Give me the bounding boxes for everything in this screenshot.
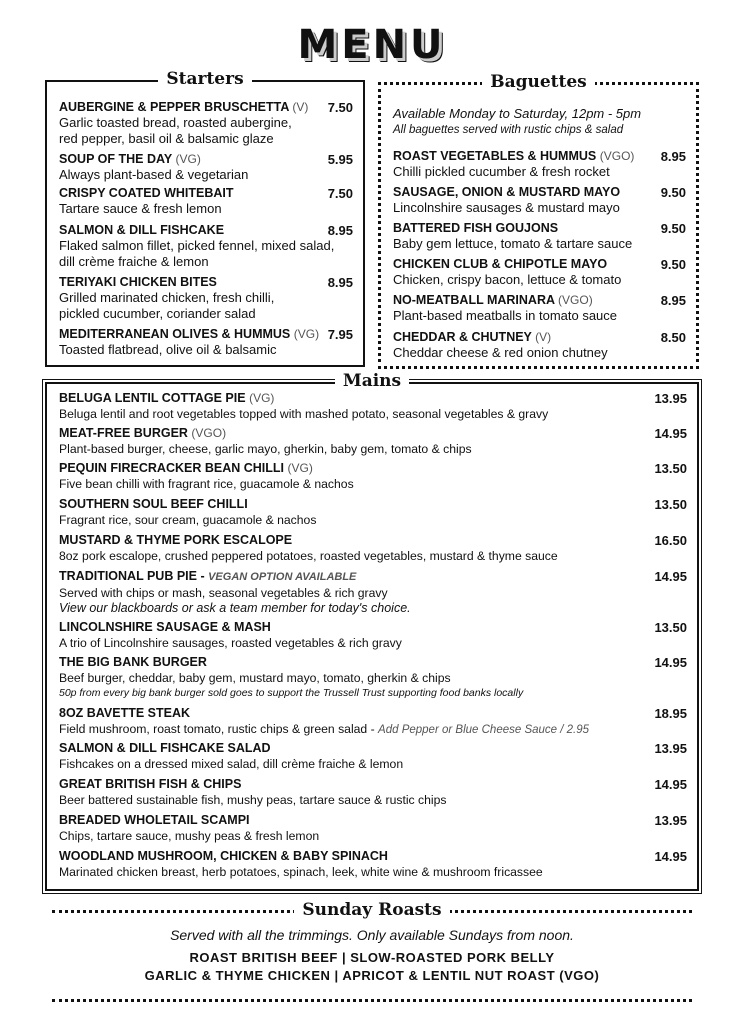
sunday-roasts-line-1: ROAST BRITISH BEEF | SLOW-ROASTED PORK BELLY [189,950,555,965]
menu-item [59,391,687,422]
menu-item [59,461,687,492]
item-description [393,236,686,252]
item-name: CRISPY COATED WHITEBAIT [59,186,234,200]
item-description-text: Baby gem lettuce, tomato & tartare sauce [393,236,633,251]
item-dietary-tag: (VGO) [599,149,635,163]
item-description-text: Grilled marinated chicken, fresh chilli, [59,290,275,305]
item-dietary-tag: (V) [292,100,309,114]
item-name: SOUP OF THE DAY [59,152,172,166]
item-description [59,756,687,772]
menu-item [59,497,687,528]
item-description-text: Beef burger, cheddar, baby gem, mustard mayo, tomato, gherkin & chips [59,671,451,685]
item-name-line [393,330,686,345]
item-name: 8OZ BAVETTE STEAK [59,706,191,720]
item-price: 16.50 [654,533,687,548]
item-name: CHEDDAR & CHUTNEY [393,330,532,344]
item-name: MEDITERRANEAN OLIVES & HUMMUS [59,327,291,341]
item-description-text: Chicken, crispy bacon, lettuce & tomato [393,272,622,287]
mains-heading: Mains [335,371,409,391]
item-name: ROAST VEGETABLES & HUMMUS [393,149,597,163]
item-description [393,200,686,216]
sunday-section [52,900,692,1002]
item-name-line [59,569,687,585]
item-name: SOUTHERN SOUL BEEF CHILLI [59,497,248,511]
item-description-text: Served with chips or mash, seasonal vegetables & rich gravy [59,586,388,600]
menu-item [59,426,687,457]
menu-item [59,275,353,322]
item-description [393,345,686,361]
item-dietary-tag: (VG) [249,391,275,405]
menu-item [393,293,686,324]
item-description-text: Cheddar cheese & red onion chutney [393,345,608,360]
item-name-line [59,391,687,406]
menu-item [59,533,687,564]
item-name: WOODLAND MUSHROOM, CHICKEN & BABY SPINACH [59,849,388,863]
item-name-line [393,257,686,272]
item-description [393,272,686,288]
baguettes-served-note: All baguettes served with rustic chips & salad [393,124,624,136]
item-description-text: Always plant-based & vegetarian [59,167,249,182]
item-description [59,290,353,306]
mains-section [45,371,699,891]
menu-item [59,706,687,738]
item-description-text: Fragrant rice, sour cream, guacamole & nachos [59,513,317,527]
item-name-line [59,849,687,864]
item-description [59,828,687,844]
item-name-line [59,223,353,238]
item-description-text: Fishcakes on a dressed mixed salad, dill crème fraiche & lemon [59,757,404,771]
baguettes-section [378,72,699,369]
item-price: 5.95 [327,152,353,167]
item-description-text: Beluga lentil and root vegetables topped with mashed potato, seasonal vegetables & gravy [59,407,549,421]
item-name-line [393,293,686,308]
item-price: 7.95 [327,327,353,342]
item-name-line [393,185,686,200]
item-description-text: 8oz pork escalope, crushed peppered potatoes, roasted vegetables, mustard & thyme sauce [59,549,558,563]
menu-item [59,327,353,358]
item-price: 14.95 [654,426,687,441]
menu-item [393,149,686,180]
item-description [393,164,686,180]
item-name: CHICKEN CLUB & CHIPOTLE MAYO [393,257,608,271]
menu-item [59,100,353,147]
item-description-line-2: red pepper, basil oil & balsamic glaze [59,131,274,146]
item-name: PEQUIN FIRECRACKER BEAN CHILLI [59,461,285,475]
item-description-text: Plant-based meatballs in tomato sauce [393,308,618,323]
sunday-note: Served with all the trimmings. Only available Sundays from noon. [170,927,574,943]
item-description [59,238,353,254]
item-description-text: Garlic toasted bread, roasted aubergine, [59,115,292,130]
item-description [59,721,687,738]
item-description-line-2: pickled cucumber, coriander salad [59,306,256,321]
menu-item [393,221,686,252]
item-price: 7.50 [327,186,353,201]
menu-item [59,620,687,651]
item-description [59,512,687,528]
item-note: View our blackboards or ask a team member for today's choice. [59,601,411,615]
item-description [59,476,687,492]
menu-item [59,849,687,880]
item-description [59,441,687,457]
item-description [59,635,687,651]
item-description [59,342,353,358]
menu-title: MENU [297,22,447,68]
item-price: 14.95 [654,655,687,670]
menu-item [59,223,353,270]
item-price: 8.95 [327,223,353,238]
item-description-text: Chips, tartare sauce, mushy peas & fresh lemon [59,829,320,843]
item-price: 9.50 [660,257,686,272]
menu-item [59,186,353,217]
item-description-text: Plant-based burger, cheese, garlic mayo, gherkin, baby gem, tomato & chips [59,442,472,456]
item-price: 13.50 [654,497,687,512]
item-name-line [59,275,353,290]
item-description [59,864,687,880]
item-description-text: Toasted flatbread, olive oil & balsamic [59,342,277,357]
menu-item [59,777,687,808]
item-name-line [59,533,687,548]
item-dietary-tag: (VG) [175,152,201,166]
item-name-line [59,327,353,342]
item-price: 8.95 [660,149,686,164]
item-name: GREAT BRITISH FISH & CHIPS [59,777,242,791]
sunday-roasts-line-2: GARLIC & THYME CHICKEN | APRICOT & LENTIL NUT ROAST (VGO) [144,968,600,983]
item-price: 13.50 [654,620,687,635]
item-description-text: Five bean chilli with fragrant rice, guacamole & nachos [59,477,354,491]
item-extra-option: Add Pepper or Blue Cheese Sauce / 2.95 [378,724,590,736]
item-price: 14.95 [654,569,687,584]
item-name: TRADITIONAL PUB PIE - [59,569,205,583]
item-name: BATTERED FISH GOUJONS [393,221,559,235]
item-description-text: Field mushroom, roast tomato, rustic chips & green salad - [59,722,375,736]
item-price: 9.50 [660,185,686,200]
item-name: NO-MEATBALL MARINARA [393,293,555,307]
menu-item [59,741,687,772]
menu-item [393,257,686,288]
menu-item [59,655,687,701]
item-dietary-tag: (V) [535,330,552,344]
item-description-text: Tartare sauce & fresh lemon [59,201,222,216]
item-description [59,670,687,686]
item-description [59,115,353,131]
item-note: 50p from every big bank burger sold goes to support the Trussell Trust supporting food banks locally [59,687,524,699]
item-name-line [393,221,686,236]
item-description [59,548,687,564]
item-name: AUBERGINE & PEPPER BRUSCHETTA [59,100,289,114]
item-description [59,585,687,601]
item-dietary-tag: (VG) [293,327,320,341]
item-description-text: Marinated chicken breast, herb potatoes, spinach, leek, white wine & mushroom fricassee [59,865,543,879]
menu-item [59,813,687,844]
item-name-line [59,655,687,670]
item-description [59,792,687,808]
item-name: MUSTARD & THYME PORK ESCALOPE [59,533,293,547]
item-name: BREADED WHOLETAIL SCAMPI [59,813,250,827]
item-name: SAUSAGE, ONION & MUSTARD MAYO [393,185,621,199]
item-name-line [59,152,353,167]
item-name: TERIYAKI CHICKEN BITES [59,275,217,289]
menu-item [393,185,686,216]
item-name-line [59,620,687,635]
item-price: 14.95 [654,777,687,792]
menu-item [59,152,353,183]
item-price: 18.95 [654,706,687,721]
item-description-text: A trio of Lincolnshire sausages, roasted vegetables & rich gravy [59,636,402,650]
item-price: 13.95 [654,391,687,406]
item-name: THE BIG BANK BURGER [59,655,207,669]
item-description [59,201,353,217]
item-description-text: Beer battered sustainable fish, mushy peas, tartare sauce & rustic chips [59,793,447,807]
item-name-line [59,706,687,721]
menu-item [59,569,687,616]
item-description [59,406,687,422]
item-name-line [59,426,687,441]
item-description-text: Chilli pickled cucumber & fresh rocket [393,164,610,179]
item-name: SALMON & DILL FISHCAKE SALAD [59,741,271,755]
item-price: 13.95 [654,741,687,756]
item-price: 14.95 [654,849,687,864]
sunday-heading: Sunday Roasts [294,900,449,920]
item-price: 8.95 [327,275,353,290]
item-price: 8.50 [660,330,686,345]
item-price: 13.50 [654,461,687,476]
item-price: 7.50 [327,100,353,115]
item-description-text: Flaked salmon fillet, picked fennel, mixed salad, [59,238,335,253]
item-dietary-tag: VEGAN OPTION AVAILABLE [208,571,357,583]
item-name: SALMON & DILL FISHCAKE [59,223,225,237]
item-name-line [393,149,686,164]
item-name: MEAT-FREE BURGER [59,426,188,440]
starters-section [45,69,365,367]
item-name-line [59,186,353,201]
item-description [59,167,353,183]
item-description-line-2: dill crème fraiche & lemon [59,254,209,269]
item-name: BELUGA LENTIL COTTAGE PIE [59,391,246,405]
baguettes-availability: Available Monday to Saturday, 12pm - 5pm [393,106,642,121]
item-name-line [59,813,687,828]
item-name-line [59,100,353,115]
item-dietary-tag: (VG) [287,461,313,475]
item-name-line [59,461,687,476]
item-name-line [59,741,687,756]
item-price: 13.95 [654,813,687,828]
item-name-line [59,497,687,512]
menu-item [393,330,686,361]
item-price: 9.50 [660,221,686,236]
item-dietary-tag: (VGO) [191,426,227,440]
starters-heading: Starters [158,69,251,89]
baguettes-heading: Baguettes [482,72,595,92]
item-description [393,308,686,324]
item-dietary-tag: (VGO) [558,293,593,307]
item-price: 8.95 [660,293,686,308]
item-name-line [59,777,687,792]
item-description-text: Lincolnshire sausages & mustard mayo [393,200,620,215]
item-name: LINCOLNSHIRE SAUSAGE & MASH [59,620,271,634]
